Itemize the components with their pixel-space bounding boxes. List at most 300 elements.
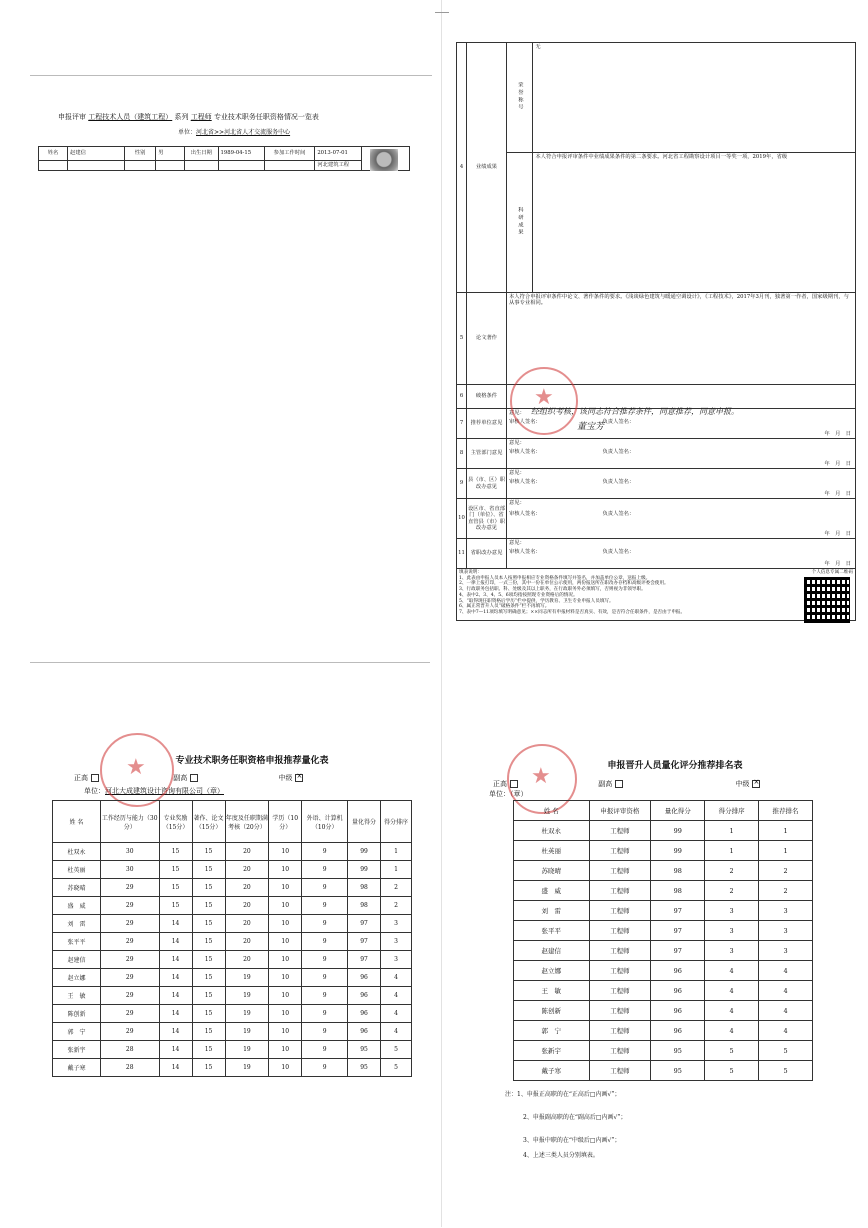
p4-cell: 4 bbox=[705, 1001, 759, 1021]
official-seal-icon: ★ bbox=[507, 744, 577, 814]
p3-cell: 15 bbox=[192, 987, 225, 1005]
p3-col-rank: 得分排序 bbox=[381, 801, 412, 843]
p3-cell: 28 bbox=[100, 1041, 159, 1059]
p3-cell: 刘 雷 bbox=[53, 915, 101, 933]
p3-cell: 10 bbox=[269, 987, 302, 1005]
p4-cell: 赵建信 bbox=[514, 941, 590, 961]
p4-cell: 1 bbox=[705, 841, 759, 861]
p2-reviewer-11: 审核人签名： bbox=[509, 549, 541, 555]
table-row bbox=[514, 901, 813, 921]
p2-content-research: 本人符合申报评审条件中业绩成果条件的第二条要求。河北省工程勘察设计项目一等奖一项，2019年，省级 bbox=[533, 153, 856, 293]
p2-leader-8: 负责人签名： bbox=[602, 449, 635, 455]
p3-level-deputy: 副高 bbox=[173, 774, 200, 782]
p2-content-honor: 无 bbox=[533, 43, 856, 153]
p4-cell: 张新宇 bbox=[514, 1041, 590, 1061]
p1-info-table bbox=[38, 146, 410, 171]
p4-cell: 96 bbox=[651, 961, 705, 981]
p2-label-province: 省职改办意见 bbox=[467, 539, 507, 569]
p2-reviewer-7: 审核人签名： bbox=[509, 419, 541, 425]
p1-value-gender: 男 bbox=[156, 147, 185, 161]
table-row bbox=[514, 1021, 813, 1041]
p3-cell: 3 bbox=[381, 951, 412, 969]
p3-cell: 19 bbox=[225, 969, 269, 987]
p4-cell: 4 bbox=[705, 981, 759, 1001]
p3-cell: 9 bbox=[302, 843, 348, 861]
p4-level-mid: 中级× bbox=[735, 780, 760, 788]
p2-row-papers bbox=[457, 293, 856, 385]
p3-cell: 9 bbox=[302, 879, 348, 897]
p2-notes-title: 填表说明： bbox=[459, 570, 482, 575]
p2-row-research bbox=[457, 153, 856, 293]
p4-cell: 99 bbox=[651, 841, 705, 861]
p3-cell: 20 bbox=[225, 951, 269, 969]
p2-sig-line-8 bbox=[509, 449, 634, 455]
p3-cell: 张平平 bbox=[53, 933, 101, 951]
checkbox-icon[interactable] bbox=[91, 774, 99, 782]
p2-leader-11: 负责人签名： bbox=[602, 549, 635, 555]
p3-cell: 15 bbox=[159, 897, 192, 915]
p2-num-6: 6 bbox=[457, 385, 467, 409]
p2-label-dept: 主管部门意见 bbox=[467, 439, 507, 469]
p1-label-gender: 性别 bbox=[125, 147, 156, 161]
p4-cell: 工程师 bbox=[589, 901, 651, 921]
p2-num-4: 4 bbox=[457, 43, 467, 293]
table-row bbox=[53, 969, 412, 987]
p2-reviewer-10: 审核人签名： bbox=[509, 511, 541, 517]
p3-cell: 15 bbox=[192, 1023, 225, 1041]
p2-label-papers: 论文著作 bbox=[467, 293, 507, 385]
p3-col-score: 量化得分 bbox=[348, 801, 381, 843]
p3-cell: 15 bbox=[192, 1005, 225, 1023]
p2-opinion-8: 意见： bbox=[509, 440, 525, 446]
p3-cell: 15 bbox=[192, 951, 225, 969]
checkbox-checked-icon[interactable] bbox=[295, 774, 303, 782]
p4-level-deputy: 副高 bbox=[598, 780, 625, 788]
p2-date-11: 年 月 日 bbox=[824, 560, 851, 567]
p3-cell: 30 bbox=[100, 843, 159, 861]
p2-sub-honor: 荣誉称号 bbox=[516, 81, 523, 111]
p3-cell: 杜英丽 bbox=[53, 861, 101, 879]
p4-cell: 4 bbox=[705, 1021, 759, 1041]
p3-cell: 15 bbox=[159, 843, 192, 861]
p2-num-11: 11 bbox=[457, 539, 467, 569]
p3-cell: 赵立娜 bbox=[53, 969, 101, 987]
p2-date-7: 年 月 日 bbox=[824, 430, 851, 437]
p3-cell: 14 bbox=[159, 969, 192, 987]
checkbox-icon[interactable] bbox=[615, 780, 623, 788]
p3-cell: 19 bbox=[225, 1041, 269, 1059]
p4-cell: 2 bbox=[705, 861, 759, 881]
p3-cell: 19 bbox=[225, 1059, 269, 1077]
p3-cell: 9 bbox=[302, 1059, 348, 1077]
p3-cell: 29 bbox=[100, 933, 159, 951]
p3-cell: 杜双永 bbox=[53, 843, 101, 861]
p4-cell: 王 敏 bbox=[514, 981, 590, 1001]
table-row bbox=[53, 879, 412, 897]
p3-cell: 郭 宁 bbox=[53, 1023, 101, 1041]
p3-cell: 15 bbox=[192, 1041, 225, 1059]
p3-cell: 14 bbox=[159, 1023, 192, 1041]
p4-cell: 张平平 bbox=[514, 921, 590, 941]
p2-opinion-7: 意见： bbox=[509, 410, 525, 416]
p3-cell: 14 bbox=[159, 1059, 192, 1077]
p2-leader-9: 负责人签名： bbox=[602, 479, 635, 485]
table-row bbox=[53, 843, 412, 861]
p3-cell: 20 bbox=[225, 915, 269, 933]
p4-note: 2、申报副高职的在“副高后□内画√”； bbox=[523, 1113, 627, 1121]
page-2-review-form bbox=[452, 42, 857, 628]
p2-note: 4、表中2、3、4、5、6项均指按照现专业资格后的情况。 bbox=[459, 592, 578, 598]
p4-cell: 工程师 bbox=[589, 961, 651, 981]
p1-row2-fragment: 河北建筑工程 bbox=[315, 161, 361, 171]
p1-value-name: 赵建信 bbox=[68, 147, 125, 161]
p4-cell: 1 bbox=[759, 821, 813, 841]
p4-cell: 工程师 bbox=[589, 1021, 651, 1041]
qr-code-icon bbox=[805, 578, 849, 622]
p3-cell: 14 bbox=[159, 987, 192, 1005]
p2-reviewer-8: 审核人签名： bbox=[509, 449, 541, 455]
p3-cell: 4 bbox=[381, 1005, 412, 1023]
p4-col-name: 姓 名 bbox=[514, 801, 590, 821]
checkbox-checked-icon[interactable] bbox=[752, 780, 760, 788]
p2-form-table bbox=[456, 42, 856, 621]
p3-cell: 2 bbox=[381, 897, 412, 915]
table-row bbox=[514, 1041, 813, 1061]
p4-col-recommend: 推荐排名 bbox=[759, 801, 813, 821]
p2-row-dept bbox=[457, 439, 856, 469]
p3-cell: 15 bbox=[192, 969, 225, 987]
p3-cell: 3 bbox=[381, 933, 412, 951]
page-1-summary-sheet bbox=[30, 75, 432, 171]
p3-cell: 14 bbox=[159, 933, 192, 951]
p2-num-7: 7 bbox=[457, 409, 467, 439]
table-row bbox=[53, 1005, 412, 1023]
p3-cell: 96 bbox=[348, 1023, 381, 1041]
p4-note: 3、申报中职的在“中级后□内画√”； bbox=[523, 1136, 621, 1144]
p3-cell: 10 bbox=[269, 915, 302, 933]
p3-cell: 10 bbox=[269, 861, 302, 879]
table-row bbox=[53, 951, 412, 969]
p4-cell: 96 bbox=[651, 1021, 705, 1041]
p3-cell: 9 bbox=[302, 915, 348, 933]
p2-label-county: 县（市、区）职改办意见 bbox=[467, 469, 507, 499]
p4-cell: 4 bbox=[759, 1001, 813, 1021]
p4-cell: 戴子寒 bbox=[514, 1061, 590, 1081]
p4-cell: 98 bbox=[651, 881, 705, 901]
table-row bbox=[514, 821, 813, 841]
p3-cell: 19 bbox=[225, 1005, 269, 1023]
table-row bbox=[53, 1059, 412, 1077]
p3-cell: 97 bbox=[348, 915, 381, 933]
table-row bbox=[514, 1001, 813, 1021]
p3-cell: 15 bbox=[192, 933, 225, 951]
p4-cell: 97 bbox=[651, 941, 705, 961]
p3-cell: 15 bbox=[192, 861, 225, 879]
p3-cell: 10 bbox=[269, 897, 302, 915]
p4-cell: 5 bbox=[705, 1041, 759, 1061]
p3-cell: 戴子寒 bbox=[53, 1059, 101, 1077]
p4-col-qualification: 申报评审资格 bbox=[589, 801, 651, 821]
p3-cell: 4 bbox=[381, 987, 412, 1005]
p3-cell: 99 bbox=[348, 861, 381, 879]
p4-cell: 95 bbox=[651, 1041, 705, 1061]
p3-cell: 10 bbox=[269, 1041, 302, 1059]
p3-cell: 9 bbox=[302, 1023, 348, 1041]
p4-cell: 3 bbox=[705, 941, 759, 961]
table-row bbox=[53, 861, 412, 879]
p3-level-senior: 正高 bbox=[74, 774, 101, 782]
p3-col-award: 专业奖励（15分） bbox=[159, 801, 192, 843]
p4-cell: 4 bbox=[759, 961, 813, 981]
p1-unit: 单位：河北省>>河北省人才交流服务中心 bbox=[178, 129, 291, 136]
p2-num-5: 5 bbox=[457, 293, 467, 385]
p4-cell: 3 bbox=[759, 901, 813, 921]
p3-col-language: 外语、计算机（10分） bbox=[302, 801, 348, 843]
p3-cell: 王 敏 bbox=[53, 987, 101, 1005]
p3-cell: 15 bbox=[192, 915, 225, 933]
table-row bbox=[514, 941, 813, 961]
p2-leader-7: 负责人签名： bbox=[602, 419, 635, 425]
p3-cell: 29 bbox=[100, 987, 159, 1005]
p2-note: 7、表中7—11项均填写明确意见；××同志所有申报材料是否真实、有效，是否符合任职条件，是否由于申报。 bbox=[459, 610, 686, 616]
p2-handwritten-signature: 董宝芳 bbox=[577, 422, 605, 432]
p3-cell: 96 bbox=[348, 1005, 381, 1023]
p3-cell: 9 bbox=[302, 951, 348, 969]
p3-cell: 20 bbox=[225, 897, 269, 915]
p3-cell: 29 bbox=[100, 1005, 159, 1023]
p3-cell: 99 bbox=[348, 843, 381, 861]
p4-level-senior: 正高 bbox=[493, 780, 520, 788]
p3-cell: 9 bbox=[302, 861, 348, 879]
p2-note: 3、行政职务包括职、科、处级及其以上职务，在行政职务外必须填写，否则视为非领导职。 bbox=[459, 587, 646, 593]
p2-label-recommend: 推荐单位意见 bbox=[467, 409, 507, 439]
table-row bbox=[53, 897, 412, 915]
scan-mark bbox=[435, 12, 449, 13]
p3-cell: 28 bbox=[100, 1059, 159, 1077]
p2-qr-label: 个人信息专属二维码 bbox=[811, 570, 853, 575]
p4-cell: 工程师 bbox=[589, 1001, 651, 1021]
p3-cell: 20 bbox=[225, 861, 269, 879]
p2-row-city bbox=[457, 499, 856, 539]
p4-cell: 陈创新 bbox=[514, 1001, 590, 1021]
p4-cell: 工程师 bbox=[589, 1061, 651, 1081]
p4-cell: 工程师 bbox=[589, 881, 651, 901]
p4-cell: 95 bbox=[651, 1061, 705, 1081]
p3-cell: 20 bbox=[225, 933, 269, 951]
p4-cell: 杜英丽 bbox=[514, 841, 590, 861]
p2-sig-line-10 bbox=[509, 511, 634, 517]
p4-table bbox=[513, 800, 813, 1081]
p4-col-score: 量化得分 bbox=[651, 801, 705, 821]
p2-date-9: 年 月 日 bbox=[824, 490, 851, 497]
p2-note: 6、属正常晋升人员“破格条件”栏不再填写。 bbox=[459, 604, 550, 610]
p3-cell: 2 bbox=[381, 879, 412, 897]
p1-value-birth: 1989-04-15 bbox=[218, 147, 264, 161]
p4-note: 4、上述三类人员分别填表。 bbox=[523, 1151, 599, 1159]
scan-divider bbox=[441, 0, 442, 1227]
p2-leader-10: 负责人签名： bbox=[602, 511, 635, 517]
p3-cell: 赵建信 bbox=[53, 951, 101, 969]
p4-cell: 5 bbox=[759, 1061, 813, 1081]
table-row bbox=[53, 915, 412, 933]
p3-cell: 98 bbox=[348, 897, 381, 915]
p3-cell: 9 bbox=[302, 987, 348, 1005]
p4-header-row bbox=[514, 801, 813, 821]
p2-label-achievement: 业绩成果 bbox=[467, 43, 507, 293]
p3-cell: 96 bbox=[348, 987, 381, 1005]
p2-handwritten-opinion: 经组织考核，该同志符合推荐条件，同意推荐，同意申报。 bbox=[531, 407, 739, 416]
p2-num-9: 9 bbox=[457, 469, 467, 499]
table-row bbox=[53, 1023, 412, 1041]
p4-table-body bbox=[514, 821, 813, 1081]
p3-cell: 14 bbox=[159, 951, 192, 969]
p3-cell: 9 bbox=[302, 933, 348, 951]
p1-label-work: 参加工作时间 bbox=[264, 147, 315, 161]
p3-cell: 3 bbox=[381, 915, 412, 933]
p3-cell: 19 bbox=[225, 1023, 269, 1041]
p3-cell: 29 bbox=[100, 969, 159, 987]
p4-cell: 工程师 bbox=[589, 821, 651, 841]
p3-header-row bbox=[53, 801, 412, 843]
table-row bbox=[514, 961, 813, 981]
p3-col-papers: 著作、论文（15分） bbox=[192, 801, 225, 843]
p4-title: 申报晋升人员量化评分推荐排名表 bbox=[607, 761, 743, 771]
p4-cell: 工程师 bbox=[589, 921, 651, 941]
p3-cell: 15 bbox=[159, 861, 192, 879]
p2-row-honor bbox=[457, 43, 856, 153]
p3-cell: 20 bbox=[225, 843, 269, 861]
table-row bbox=[514, 881, 813, 901]
p3-cell: 15 bbox=[192, 897, 225, 915]
p2-sig-line-9 bbox=[509, 479, 634, 485]
checkbox-icon[interactable] bbox=[190, 774, 198, 782]
official-seal-icon: ★ bbox=[100, 733, 174, 807]
p3-col-assessment: 年度及任职期满考核（20分） bbox=[225, 801, 269, 843]
p2-sub-research: 科研成果 bbox=[516, 206, 523, 236]
p3-cell: 15 bbox=[159, 879, 192, 897]
p4-cell: 96 bbox=[651, 1001, 705, 1021]
p4-cell: 3 bbox=[759, 921, 813, 941]
p4-cell: 4 bbox=[759, 1021, 813, 1041]
p4-cell: 盛 威 bbox=[514, 881, 590, 901]
page-4-ranking-table bbox=[445, 662, 860, 1227]
p3-unit: 单位：河北大成建筑设计咨询有限公司（章） bbox=[84, 787, 224, 795]
p4-cell: 96 bbox=[651, 981, 705, 1001]
p2-note: 2、一律上报打印，一式三份，其中一份在单位公示使用，两份报送所在职改办存档和高级评委会使用。 bbox=[459, 581, 669, 587]
table-row bbox=[53, 933, 412, 951]
p2-reviewer-9: 审核人签名： bbox=[509, 479, 541, 485]
p4-cell: 工程师 bbox=[589, 941, 651, 961]
p4-cell: 2 bbox=[759, 861, 813, 881]
p3-cell: 19 bbox=[225, 987, 269, 1005]
p2-num-10: 10 bbox=[457, 499, 467, 539]
p4-cell: 97 bbox=[651, 921, 705, 941]
p1-value-work: 2013-07-01 bbox=[315, 147, 361, 161]
p4-cell: 苏晓晴 bbox=[514, 861, 590, 881]
p4-cell: 5 bbox=[705, 1061, 759, 1081]
p1-label-name: 姓名 bbox=[39, 147, 68, 161]
p4-cell: 4 bbox=[705, 961, 759, 981]
p4-unit: 单位：（章） bbox=[489, 790, 528, 798]
p3-cell: 97 bbox=[348, 951, 381, 969]
p4-cell: 2 bbox=[759, 881, 813, 901]
table-row bbox=[53, 987, 412, 1005]
p4-cell: 1 bbox=[705, 821, 759, 841]
p4-note: 注：1、申报正高职的在“正高后□内画√”； bbox=[505, 1091, 621, 1098]
table-row bbox=[514, 981, 813, 1001]
p3-cell: 14 bbox=[159, 1041, 192, 1059]
p4-cell: 99 bbox=[651, 821, 705, 841]
p2-opinion-10: 意见： bbox=[509, 500, 525, 506]
p3-cell: 30 bbox=[100, 861, 159, 879]
p3-cell: 10 bbox=[269, 1023, 302, 1041]
p4-cell: 3 bbox=[705, 901, 759, 921]
table-row bbox=[514, 1061, 813, 1081]
p3-cell: 9 bbox=[302, 1005, 348, 1023]
p3-cell: 1 bbox=[381, 861, 412, 879]
official-seal-icon: ★ bbox=[510, 367, 578, 435]
page-3-quantification-table bbox=[30, 662, 430, 1228]
p4-cell: 3 bbox=[759, 941, 813, 961]
p3-col-education: 学历（10分） bbox=[269, 801, 302, 843]
p4-cell: 4 bbox=[759, 981, 813, 1001]
p2-num-8: 8 bbox=[457, 439, 467, 469]
p3-cell: 14 bbox=[159, 915, 192, 933]
p4-cell: 郭 宁 bbox=[514, 1021, 590, 1041]
p3-cell: 15 bbox=[192, 843, 225, 861]
p3-cell: 29 bbox=[100, 897, 159, 915]
p3-cell: 9 bbox=[302, 897, 348, 915]
p2-opinion-9: 意见： bbox=[509, 470, 525, 476]
p4-cell: 5 bbox=[759, 1041, 813, 1061]
p4-cell: 杜双永 bbox=[514, 821, 590, 841]
table-row bbox=[53, 1041, 412, 1059]
p4-cell: 1 bbox=[759, 841, 813, 861]
p4-cell: 赵立娜 bbox=[514, 961, 590, 981]
p3-cell: 20 bbox=[225, 879, 269, 897]
p4-cell: 工程师 bbox=[589, 981, 651, 1001]
p3-cell: 14 bbox=[159, 1005, 192, 1023]
p2-date-10: 年 月 日 bbox=[824, 530, 851, 537]
p3-table bbox=[52, 800, 412, 1077]
p3-cell: 10 bbox=[269, 933, 302, 951]
p3-cell: 15 bbox=[192, 879, 225, 897]
p3-cell: 29 bbox=[100, 879, 159, 897]
p3-cell: 10 bbox=[269, 879, 302, 897]
p3-cell: 10 bbox=[269, 1059, 302, 1077]
p2-note: 1、此表由申报人员本人按照申报相应专业资格条件填写并签名，并加盖单位公章，送报上级。 bbox=[459, 575, 651, 581]
p3-cell: 95 bbox=[348, 1059, 381, 1077]
p3-cell: 盛 威 bbox=[53, 897, 101, 915]
p3-cell: 9 bbox=[302, 969, 348, 987]
p3-col-name: 姓 名 bbox=[53, 801, 101, 843]
p1-title: 申报评审 工程技术人员（建筑工程） 系列 工程师 专业技术职务任职资格情况一览表 bbox=[58, 113, 319, 121]
p4-notes bbox=[505, 1092, 825, 1160]
p2-label-city: 设区市、省直部门（单位）、省直管县（市）职改办意见 bbox=[467, 499, 507, 539]
p3-level-mid: 中级× bbox=[278, 774, 303, 782]
p3-cell: 4 bbox=[381, 969, 412, 987]
p3-cell: 张新宇 bbox=[53, 1041, 101, 1059]
p3-cell: 1 bbox=[381, 843, 412, 861]
table-row bbox=[514, 921, 813, 941]
p3-cell: 10 bbox=[269, 969, 302, 987]
p3-title: 专业技术职务任职资格申报推荐量化表 bbox=[175, 756, 329, 766]
p2-note: 5、“取得现任职资格后学历”栏中提供，学历教育、卫生专业申报人员填写。 bbox=[459, 598, 614, 604]
portrait-photo bbox=[370, 149, 398, 171]
p3-table-body bbox=[53, 843, 412, 1077]
p3-cell: 29 bbox=[100, 915, 159, 933]
p3-cell: 97 bbox=[348, 933, 381, 951]
